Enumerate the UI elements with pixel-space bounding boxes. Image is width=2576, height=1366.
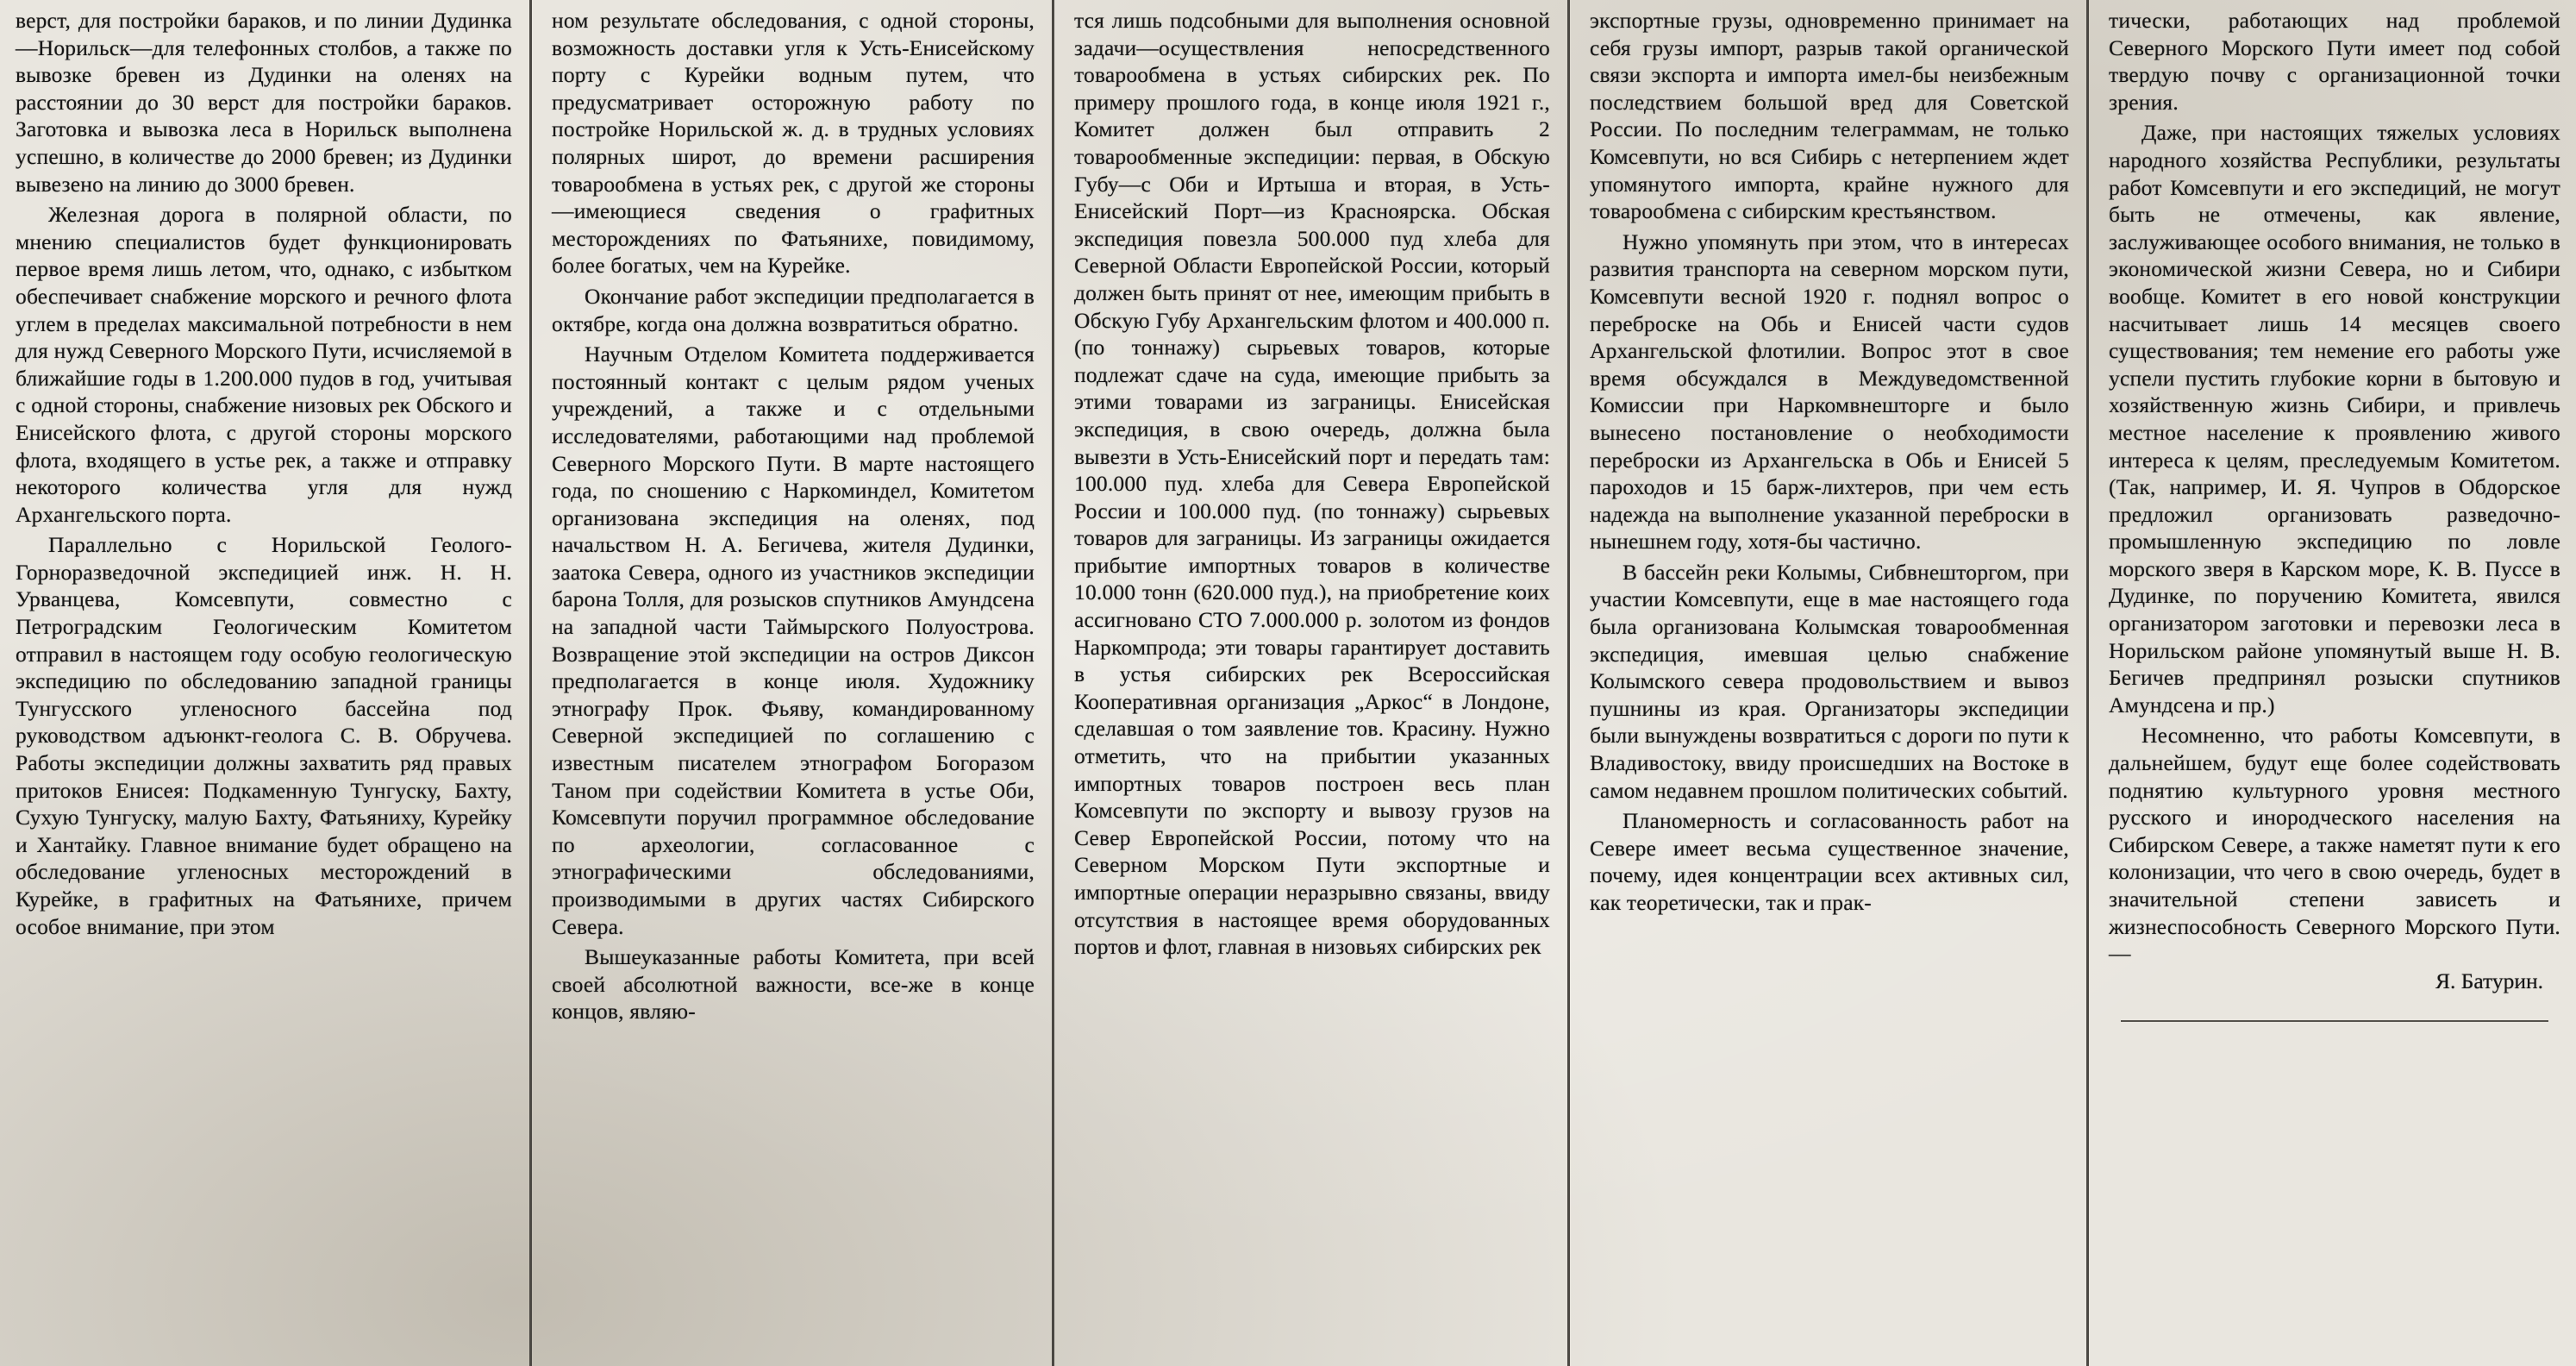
author-signature: Я. Батурин. xyxy=(2435,968,2543,993)
paragraph: Научным Отделом Комитета поддерживается постоянный контакт с целым рядом ученых учреждений, а также и с отдельными исследователями, работающими над проблемой Северного Морского Пути. В марте настоящего года, по сношению с Наркоминдел, Комитетом организована экспедиция на оленях, под начальством Н. А. Бегичева, жителя Дудинки, заатока Севера, одного из участников экспедиции барона Толля, для розысков спутников Амундсена на западной части Таймырского Полуострова. Возвращение этой экспедиции на остров Диксон предполагается в конце июля. Художнику этнографу Прок. Фьяву, командированному Северной экспедицией по соглашению с известным писателем этнографом Богоразом Таном при содействии Комитета в устье Оби, Комсевпути поручил программное обследование по археологии, согласованное с этнографическими обследованиями, производимыми в других частях Сибирского Севера. xyxy=(552,342,1035,939)
end-rule xyxy=(2121,1020,2548,1022)
article-column-3 xyxy=(1059,7,1566,1359)
paragraph: Вышеуказанные работы Комитета, при всей своей абсолютной важности, все-же в конце концов, являю- xyxy=(552,944,1035,1024)
paragraph: Нужно упомянуть при этом, что в интересах развития транспорта на северном морском пути, Комсевпути весной 1920 г. поднял вопрос о переброске на Обь и Енисей части судов Архангельской флотилии. Вопрос этот в свое время обсуждался в Междуведомственной Комиссии при Наркомвнешторге и было вынесено постановление о необходимости переброски из Архангельска в Обь и Енисей 5 пароходов и 15 барж-лихтеров, при чем есть надежда на выполнение указанной переброски в нынешнем году, хотя-бы частично. xyxy=(1590,229,2069,555)
column-divider xyxy=(2086,0,2089,1366)
paragraph: тся лишь подсобными для выполнения основной задачи—осуществления непосредственного товарообмена в устьях сибирских рек. По примеру прошлого года, в конце июля 1921 г., Комитет должен был отправить 2 товарообменные экспедиции: первая, в Обскую Губу—с Оби и Иртыша и вторая, в Усть-Енисейский Порт—из Красноярска. Обская экспедиция повезла 500.000 пуд хлеба для Северной Области Европейской России, который должен быть принят от нее, имеющим прибыть в Обскую Губу Архангельским флотом и 400.000 п. (по тоннажу) сырьевых товаров, которые подлежат сдаче на суда, имеющие прибыть за этими товарами из заграницы. Енисейская экспедиция, в свою очередь, должна была вывезти в Усть-Енисейский порт и передать там: 100.000 пуд. хлеба для Севера Европейской России и 100.000 пуд. (по тоннажу) сырьевых товаров для заграницы. Из заграницы ожидается прибытие импортных товаров в количестве 10.000 тонн (620.000 пуд.), на приобретение коих ассигновано СТО 7.000.000 р. золотом из фондов Наркомпрода; эти товары гарантирует доставить в устья сибирских рек Всероссийская Кооперативная организация „Аркос“ в Лондоне, сделавшая о том заявление тов. Красину. Нужно отметить, что на прибытии указанных импортных товаров построен весь план Комсевпути по экспорту и вывозу грузов на Север Европейской России, потому что на Северном Морском Пути экспортные и импортные операции неразрывно связаны, ввиду отсутствия в настоящее время оборудованных портов и флот, главная в низовьях сибирских рек xyxy=(1074,8,1550,960)
paragraph: В бассейн реки Колымы, Сибвнешторгом, при участии Комсевпути, еще в мае настоящего года была организована Колымская товарообменная экспедиция, имевшая целью снабжение Колымского севера продовольствием и вывоз пушнины из края. Организаторы экспедиции были вынуждены возвратиться с дороги по пути к Владивостоку, ввиду происшедших на Востоке в самом недавнем прошлом политических событий. xyxy=(1590,559,2069,803)
paragraph: Железная дорога в полярной области, по мнению специалистов будет функционировать первое время лишь летом, что, однако, с избытком обеспечивает снабжение морского и речного флота углем в пределах максимальной потребности в нем для нужд Северного Морского Пути, исчисляемой в ближайшие годы в 1.200.000 пудов в год, учитывая с одной стороны, снабжение низовых рек Обского и Енисейского флота, с другой стороны морского флота, входящего в устье рек, а также и отправку некоторого количества угля для нужд Архангельского порта. xyxy=(16,202,512,527)
column-divider xyxy=(529,0,532,1366)
column-divider xyxy=(1052,0,1054,1366)
paragraph: Окончание работ экспедиции предполагается в октябре, когда она должна возвратиться обратно. xyxy=(552,283,1035,336)
paragraph: Параллельно с Норильской Геолого-Горноразведочной экспедицией инж. Н. Н. Урванцева, Комсевпути, совместно с Петроградским Геологическим Комитетом отправил в настоящем году особую геологическую экспедицию по обследованию западной границы Тунгусского угленосного бассейна под руководством адъюнкт-геолога С. В. Обручева. Работы экспедиции должны захватить ряд правых притоков Енисея: Подкаменную Тунгуску, Бахту, Сухую Тунгуску, малую Бахту, Фатьяниху, Курейку и Хантайку. Главное внимание будет обращено на обследование угленосных месторождений в Курейке, в графитных на Фатьянихе, причем особое внимание, при этом xyxy=(16,532,512,939)
article-column-1 xyxy=(0,7,528,1359)
article-column-5 xyxy=(2093,7,2576,1359)
paragraph: экспортные грузы, одновременно принимает на себя грузы импорт, разрыв такой органической связи экспорта и импорта имел-бы неизбежным последствием большой вред для Советской России. По последним телеграммам, не только Комсевпути, но вся Сибирь с нетерпением ждет упомянутого импорта, крайне нужного для товарообмена с сибирским крестьянством. xyxy=(1590,8,2069,224)
column-divider xyxy=(1567,0,1570,1366)
paragraph: тически, работающих над проблемой Северного Морского Пути имеет под собой твердую почву с организационной точки зрения. xyxy=(2109,8,2560,115)
paragraph: ном результате обследования, с одной стороны, возможность доставки угля к Усть-Енисейскому порту с Курейки водным путем, что предусматривает осторожную работу по постройке Норильской ж. д. в трудных условиях полярных широт, до времени расширения товарообмена в устьях рек, с другой же стороны—имеющиеся сведения о графитных месторождениях по Фатьянихе, повидимому, более богатых, чем на Курейке. xyxy=(552,8,1035,279)
article-column-4 xyxy=(1574,7,2085,1359)
article-column-2 xyxy=(536,7,1050,1359)
paragraph: Планомерность и согласованность работ на Севере имеет весьма существенное значение, почему, идея концентрации всех активных сил, как теоретически, так и прак- xyxy=(1590,808,2069,915)
paragraph: верст, для постройки бараков, и по линии Дудинка—Норильск—для телефонных столбов, а также по вывозке бревен из Дудинки на оленях на расстоянии до 30 верст для постройки бараков. Заготовка и вывозка леса в Норильск выполнена успешно, в количестве до 2000 бревен; из Дудинки вывезено на линию до 3000 бревен. xyxy=(16,8,512,197)
paragraph: Даже, при настоящих тяжелых условиях народного хозяйства Республики, результаты работ Комсевпути и его экспедиций, не могут быть не отмечены, как явление, заслуживающее особого внимания, не только в экономической жизни Севера, но и Сибири вообще. Комитет в его новой конструкции насчитывает лишь 14 месяцев своего существования; тем немение его работы уже успели пустить глубокие корни в бытовую и хозяйственную жизнь Сибири, и привлечь местное население к проявлению живого интереса к целям, преследуемым Комитетом. (Так, например, И. Я. Чупров в Обдорское предложил организовать разведочно-промышленную экспедицию по ловле морского зверя в Карском море, К. В. Пуссе в Дудинке, по поручению Комитета, явился организатором заготовки и перевозки леса в Норильском районе упомянутый выше Н. В. Бегичев предпринял розыски спутников Амундсена и пр.) xyxy=(2109,120,2560,717)
paragraph: Несомненно, что работы Комсевпути, в дальнейшем, будут еще более содействовать поднятию культурного уровня местного русского и инородческого населения на Сибирском Севере, а также наметят пути к его колонизации, что чего в свою очередь, будет в значительной степени зависеть и жизнеспособность Северного Морского Пути.— xyxy=(2109,723,2560,967)
